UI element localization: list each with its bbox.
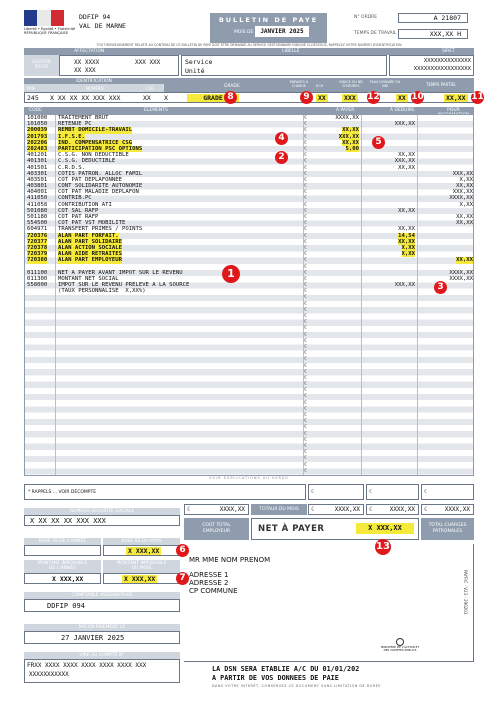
row-label: CONTRIB.PC [58,195,92,202]
row-label: C.R.D.S. [58,164,85,171]
row-a-deduire: X,XX [401,244,415,251]
annotation-badge-1: 1 [222,265,240,283]
nss-value: X XX XX XX XXX XXX [30,517,106,525]
ech-value: XX [318,94,326,102]
row-label: RETENUE PC [58,121,92,128]
euro-sign: € [304,121,308,128]
annotation-badge-10: 10 [411,92,424,102]
min-label: MIN [27,86,35,91]
comptable-box [24,599,180,612]
address-line2: ADRESSE 2 [189,579,229,587]
euro-sign: € [304,374,308,381]
service-values [181,55,387,76]
row-label: IMPOT SUR LE REVENU PRELEVE A LA SOURCE [58,282,190,289]
taux-label: TAUX HORAIRE OU NBI [369,80,401,88]
elements-column-label: ÉLÉMENTS [144,108,168,113]
explanations-note: VOIR EXPLICATIONS AU VERSO [209,476,289,480]
row-label: C.S.G. NON DEDUCTIBLE [58,152,129,159]
table-header [24,107,474,114]
nodos-value: X [164,94,168,102]
row-code: 403501 [27,176,48,183]
row-a-deduire: XXX,XX [394,158,415,165]
euro-sign: € [304,362,308,369]
paiement-value: 27 JANVIER 2025 [61,634,125,642]
row-a-deduire: XX,XX [398,164,415,171]
address-block [184,544,474,662]
total-payer-box [184,504,249,515]
base-ss-mois-header [103,538,180,545]
charges-patronales-label-box [421,518,474,540]
totals-label-box [251,504,307,515]
base-ss-annee-header [24,538,101,545]
euro-sign: € [304,115,308,121]
imposable-mois-value: X XXX,XX [124,575,156,583]
row-code: 404001 [27,189,48,196]
euro-sign: € [304,368,308,375]
total-info-value: XXXX,XX [389,506,415,513]
identification-label: IDENTIFICATION [76,79,112,84]
temps-partiel-value: XX,XX [446,94,466,102]
net-a-payer-label: NET À PAYER [258,524,325,534]
dsn-line: LA DSN SERA ETABLIE A/C DU 01/01/202 [212,665,360,673]
ministry-seal [380,638,420,658]
month-label: MOIS DE [234,30,254,35]
logo-tricolor-bar [24,10,64,26]
imposable-mois-label: MONTANT IMPOSABLE DU MOIS [116,561,167,571]
row-a-payer: XXXX,XX [335,115,359,121]
euro-sign: € [304,207,308,214]
imposable-annee-header [24,560,101,573]
pay-lines-table [24,114,474,476]
row-label: C.S.G. DEDUCTIBLE [58,158,116,165]
euro-sign: € [311,489,315,495]
row-label: CONT SOLIDARITE AUTONOMIE [58,183,143,190]
nss-label: NUMÉRO SÉCURITÉ SOCIALE [69,509,135,514]
euro-sign: € [304,393,308,400]
euro-sign: € [304,275,308,282]
annotation-badge-7: 7 [176,572,189,585]
imposable-annee-value: X XXX,XX [52,575,84,583]
rappel-payer-box [308,484,364,500]
vire-label: VIRÉ AU COMPTE N° [79,653,125,658]
row-code: 403801 [27,183,48,190]
euro-sign: € [304,269,308,276]
euro-sign: € [304,195,308,202]
annotation-badge-5: 5 [372,136,385,149]
euro-sign: € [369,506,373,513]
taux-value: XX [398,94,406,102]
euro-sign: € [187,506,191,513]
euro-sign: € [424,489,428,495]
pay-lines [25,115,475,294]
euro-sign: € [304,201,308,208]
euro-sign: € [304,337,308,344]
euro-sign: € [304,461,308,468]
siret-values [389,55,474,76]
row-label: COT PAT MALADIE DEPLAFON [58,189,139,196]
euro-sign: € [424,506,428,513]
row-info: XXXX,XX [449,269,473,276]
work-time-label: TEMPS DE TRAVAIL [354,31,397,36]
row-a-deduire: XX,XX [398,226,415,233]
cle-label: CLÉ [146,86,154,91]
donnees-line: A PARTIR DE VOS DONNEES DE PAIE [212,674,339,682]
row-a-deduire: 14,54 [398,232,415,239]
row-a-deduire: XX,XX [398,207,415,214]
row-info: X,XX [459,201,473,208]
cle-value: XX [143,94,151,102]
total-payer-value: XXXX,XX [219,506,245,513]
row-info: X,XX [459,176,473,183]
work-time-value: XXX,XX H [398,29,468,39]
info-banner: TOUT RENSEIGNEMENT RELATIF AU CONTENU DE CE BULLETIN DE PAYE DOIT ÊTRE DEMANDÉ AU SERVICE GESTIONNAIRE INDIQUÉ CI-DESSOUS, RAPPELEZ VOTRE NUMÉRO D'IDENTIFICATION [96,43,402,47]
service-line1: Service [185,58,213,66]
row-a-payer: XX,XX [342,139,359,146]
annotation-badge-13: 13 [375,539,391,555]
gestion-value-2: XXX XXX [135,59,161,66]
row-code: 011300 [27,275,48,282]
annotation-badge-6: 6 [176,544,189,557]
row-code: 501180 [27,214,48,220]
row-label: IND. COMPENSATRICE CSG [58,139,133,146]
cout-employeur-label-box [184,518,249,540]
row-label: TRANSFERT PRIMES / POINTS [58,226,143,233]
row-code: 554500 [27,220,48,227]
side-code: PAYFIC - V23 - 290203 [463,570,468,615]
address-line1: ADRESSE 1 [189,571,229,579]
euro-sign: € [304,238,308,245]
euro-sign: € [304,288,308,295]
table-row [25,288,475,294]
numero-value: X XX XX XX XXX XXX [50,94,121,102]
net-a-payer-box [251,518,419,540]
annotation-badge-2: 2 [275,151,288,164]
a-deduire-column-label: À DÉDUIRE [390,108,415,113]
euro-sign: € [304,251,308,258]
row-label: (TAUX PERSONNALISE X,XX%) [58,288,146,295]
euro-sign: € [304,424,308,431]
euro-sign: € [304,294,308,301]
annotation-badge-8: 8 [224,91,237,104]
euro-sign: € [304,449,308,456]
euro-sign: € [304,263,308,270]
row-label: TRAITEMENT BRUT [58,115,109,121]
numero-label: NUMÉRO [86,86,104,91]
euro-sign: € [304,467,308,474]
grade-header [164,78,474,92]
base-ss-mois-value: X XXX,XX [128,547,160,555]
euro-sign: € [304,412,308,418]
row-a-payer: XXX,XX [338,133,359,140]
row-code: 101000 [27,115,48,121]
row-label: COT PAT DEPLAFONNEE [58,176,122,183]
charges-patronales-label: TOTAL CHARGES PATRONALES [428,523,467,534]
row-a-deduire: XX,XX [398,152,415,159]
row-info: XX,XX [456,214,473,220]
row-label: REMBT DOMICILE-TRAVAIL [58,127,133,134]
month-value: JANVIER 2025 [255,26,309,37]
comptable-label: COMPTABLE ASSIGNATAIRE [71,593,133,598]
recipient-name: MR MME NOM PRENOM [189,556,271,564]
row-code: 604971 [27,226,48,233]
euro-sign: € [304,244,308,251]
euro-sign: € [304,127,308,134]
row-a-deduire: XX,XX [398,238,415,245]
row-label: COTIS PATRON. ALLOC FAMIL [58,170,143,177]
annotation-badge-9: 9 [300,91,313,104]
euro-sign: € [304,158,308,165]
total-extra-box [421,504,474,515]
total-extra-value: XXXX,XX [444,506,470,513]
cout-employeur-label: COÛT TOTAL EMPLOYEUR [202,523,231,534]
euro-markers [304,115,310,474]
row-info: XX,XX [456,183,473,190]
total-info-box [366,504,419,515]
base-ss-annee-box [24,545,101,556]
euro-sign: € [304,176,308,183]
affectation-header [24,48,474,55]
euro-sign: € [304,343,308,350]
annotation-badge-4: 4 [275,132,288,145]
comptable-value: DDFIP 094 [47,602,85,610]
euro-sign: € [304,430,308,437]
rappels-box [24,484,306,500]
address-line3: CP COMMUNE [189,587,238,595]
row-label: I.F.S.E. [58,133,85,140]
nss-header [24,508,180,515]
total-deduire-value: XXXX,XX [334,506,360,513]
vire-value-2: XXXXXXXXXXX [29,671,69,678]
row-code: 202483 [27,145,48,152]
row-label: ALAN PART SOLIDAIRE [58,238,122,245]
row-code: 501080 [27,207,48,214]
marianne-logo [24,10,76,35]
row-code: 401201 [27,152,48,159]
rappels-text: * RAPPELS ... VOIR DÉCOMPTE [28,490,97,495]
siret-value-2: XXXXXXXXXXXXXXXXX [413,66,471,72]
euro-sign: € [304,214,308,220]
row-code: 201793 [27,133,48,140]
row-code: 202206 [27,139,48,146]
row-code: 720379 [27,251,48,258]
euro-sign: € [304,282,308,289]
ech-label: ECH [316,84,324,88]
rappel-info-box [421,484,474,500]
grade-value: GRADE [187,94,239,102]
euro-sign: € [304,325,308,332]
euro-sign: € [304,306,308,313]
row-label: NET A PAYER AVANT IMPOT SUR LE REVENU [58,269,183,276]
totals-label: TOTAUX DU MOIS [259,507,299,512]
euro-sign: € [304,405,308,412]
euro-sign: € [304,350,308,357]
annotation-badge-12: 12 [367,92,380,102]
imposable-annee-box [24,573,101,584]
euro-sign: € [304,257,308,264]
row-code: 720378 [27,244,48,251]
row-label: COT PAT RAFP [58,214,99,220]
paiement-box [24,631,180,644]
order-number-value: A 21807 [398,13,468,23]
euro-sign: € [304,220,308,227]
row-a-deduire: XXX,XX [394,121,415,128]
row-code: 720376 [27,232,48,239]
imposable-mois-header [103,560,180,573]
comptable-header [24,592,180,599]
row-label: ALAN PART FORFAIT. [58,232,119,239]
base-ss-annee-label: BASE SS DE L'ANNÉE [38,539,87,544]
euro-sign: € [304,164,308,171]
row-code: 720380 [27,257,48,264]
row-code: 403301 [27,170,48,177]
euro-sign: € [369,489,373,495]
rappel-deduire-box [366,484,419,500]
row-label: CONTRIBUTION ATI [58,201,112,208]
euro-sign: € [304,387,308,394]
euro-sign: € [304,313,308,319]
affectation-label: AFFECTATION [74,49,105,54]
temps-partiel-label: TEMPS PARTIEL [426,82,457,87]
paiement-header [24,624,180,631]
footer-note: DANS VOTRE INTÉRÊT, CONSERVEZ CE DOCUMENT SANS LIMITATION DE DURÉE [212,684,381,688]
vire-value-1: FRXX XXXX XXXX XXXX XXXX XXXX XXX [27,662,147,669]
row-info: XXXX,XX [449,275,473,282]
libelle-label: LIBELLÉ [282,49,300,54]
row-info: XXX,XX [452,170,473,177]
euro-sign: € [304,331,308,338]
euro-sign: € [304,152,308,159]
code-column-label: CODE [29,108,42,113]
annotation-badge-11: 11 [471,92,484,102]
row-label: COT PAT VST MOBILITE [58,220,126,227]
logo-caption: Liberté • Égalité • Fraternité RÉPUBLIQUE FRANÇAISE [24,27,76,35]
title-block [210,13,327,43]
euro-sign: € [304,300,308,307]
org-name-line1: DDFIP 94 [79,13,111,21]
euro-sign: € [304,455,308,462]
euro-sign: € [304,189,308,196]
indice-value: XXX [344,94,356,102]
euro-sign: € [311,506,315,513]
row-a-deduire: X,XX [401,251,415,258]
row-code: 411058 [27,201,48,208]
row-code: 011100 [27,269,48,276]
document-title: BULLETIN DE PAYE [218,16,319,24]
gestion-label: GESTION POSTE [32,59,51,69]
gestion-values [59,55,179,76]
row-label: ALAN AIDE RETRAITES [58,251,122,258]
row-info: XXX,XX [452,189,473,196]
indice-label: INDICE OU NB D'HEURES [339,80,363,88]
row-code: 411050 [27,195,48,202]
a-payer-column-label: À PAYER [336,108,355,113]
min-value: 245 [27,94,39,102]
row-info: XX,XX [456,220,473,227]
imposable-annee-label: MONTANT IMPOSABLE DE L'ANNÉE [37,561,88,571]
vire-header [24,652,180,659]
net-a-payer-value: X XXX,XX [356,523,414,534]
euro-sign: € [304,139,308,146]
row-code: 200039 [27,127,48,134]
row-code: 558000 [27,282,48,289]
row-a-deduire: XXX,XX [394,282,415,289]
info-column-label: POUR [447,108,460,113]
order-number-label: N° ORDRE [354,15,378,20]
row-a-payer: 5,00 [345,145,359,152]
euro-sign: € [304,170,308,177]
row-a-payer: XX,XX [342,127,359,134]
paiement-label: MIS EN PAIEMENT LE [78,625,126,630]
euro-sign: € [304,232,308,239]
siret-label: SIRET [442,49,455,54]
nss-box [24,515,180,526]
siret-value-1: XXXXXXXXXXXXXX [423,58,471,64]
row-label: COT SAL RAFP [58,207,99,214]
euro-sign: € [304,226,308,233]
gestion-value-3: XX XXX [74,67,96,74]
row-label: ALAN ACTION SOCIALE [58,244,122,251]
euro-sign: € [304,418,308,425]
euro-sign: € [304,436,308,443]
enfants-label: ENFANTS À CHARGE [289,80,309,88]
grade-label: GRADE [224,84,240,89]
row-code: 401301 [27,158,48,165]
euro-sign: € [304,399,308,406]
row-label: MONTANT NET SOCIAL [58,275,119,282]
vire-box [24,659,180,683]
row-code: 720377 [27,238,48,245]
row-info: XX,XX [456,257,473,264]
euro-sign: € [304,381,308,388]
euro-sign: € [304,145,308,152]
base-ss-mois-box [103,545,180,556]
total-deduire-box [308,504,364,515]
row-code: 101050 [27,121,48,128]
gestion-label-cell [24,55,59,76]
ministry-text: MINISTÈRE DE L'ACTION ET DES COMPTES PUBLICS [380,645,420,652]
row-code: 401501 [27,164,48,171]
gestion-value-1: XX XXXX [74,59,100,66]
euro-sign: € [304,183,308,190]
base-ss-mois-label: BASE SS DU MOIS [121,539,162,544]
row-label: ALAN PART EMPLOYEUR [58,257,122,264]
euro-sign: € [304,133,308,140]
euro-sign: € [304,356,308,363]
org-name-line2: VAL DE MARNE [79,22,126,30]
imposable-mois-box [103,573,180,584]
annotation-badge-3: 3 [434,281,447,294]
euro-sign: € [304,442,308,449]
euro-sign: € [304,319,308,326]
row-label: PARTICIPATION PSC OPTIONS [58,145,143,152]
service-line2: Unité [185,67,205,75]
row-info: XXXX,XX [449,195,473,202]
identification-values [24,92,474,103]
